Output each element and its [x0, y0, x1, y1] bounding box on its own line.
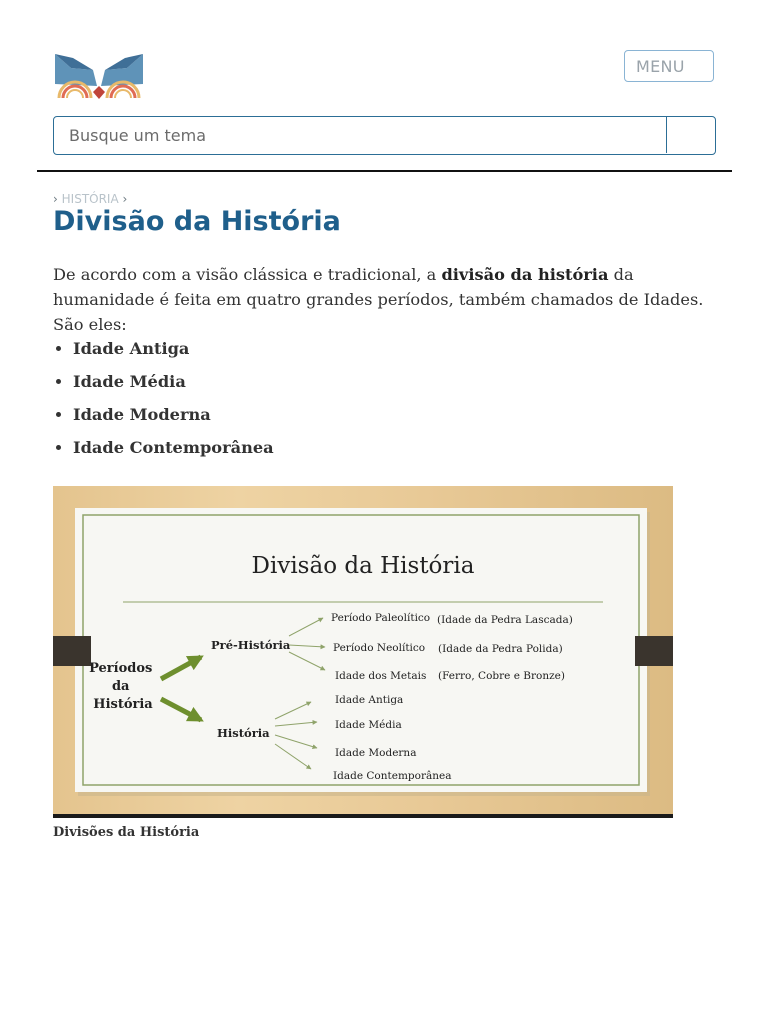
intro-keyword: divisão da história	[441, 265, 609, 284]
list-item: • Idade Média	[73, 369, 274, 402]
search-input[interactable]	[54, 117, 666, 153]
child-metais: Idade dos Metais	[335, 670, 427, 682]
branch-prehistoria: Pré-História	[211, 638, 291, 652]
search-bar	[53, 116, 716, 155]
child-media: Idade Média	[335, 719, 402, 731]
breadcrumb-link-historia[interactable]: HISTÓRIA	[61, 192, 119, 206]
list-item: • Idade Contemporânea	[73, 435, 274, 468]
child-antiga: Idade Antiga	[335, 694, 404, 706]
branch-historia: História	[217, 726, 270, 740]
diagram-root-label: Períodos da História	[89, 661, 153, 712]
child-neolitico-note: (Idade da Pedra Polida)	[438, 643, 563, 655]
figure-caption: Divisões da História	[53, 825, 200, 840]
list-item: • Idade Antiga	[73, 336, 274, 369]
child-paleolitico: Período Paleolítico	[331, 612, 431, 624]
child-contemporanea: Idade Contemporânea	[333, 770, 452, 782]
periods-list	[53, 336, 274, 468]
search-button[interactable]	[666, 117, 715, 153]
page-title: Divisão da História	[53, 206, 341, 237]
intro-paragraph: De acordo com a visão clássica e tradicional, a divisão da história da humanidade é feita em quatro grandes períodos, também chamados de Idades. São eles:	[53, 265, 704, 334]
breadcrumb: › HISTÓRIA ›	[53, 192, 128, 206]
history-division-diagram	[53, 486, 673, 818]
menu-button[interactable]: MENU	[624, 50, 714, 82]
header-divider	[37, 170, 732, 172]
child-paleolitico-note: (Idade da Pedra Lascada)	[437, 614, 573, 626]
diagram-title: Divisão da História	[251, 553, 475, 579]
site-logo[interactable]	[53, 48, 145, 100]
logo-beak	[93, 86, 105, 99]
child-metais-note: (Ferro, Cobre e Bronze)	[438, 670, 565, 682]
child-neolitico: Período Neolítico	[333, 642, 426, 654]
child-moderna: Idade Moderna	[335, 747, 417, 759]
list-item: • Idade Moderna	[73, 402, 274, 435]
